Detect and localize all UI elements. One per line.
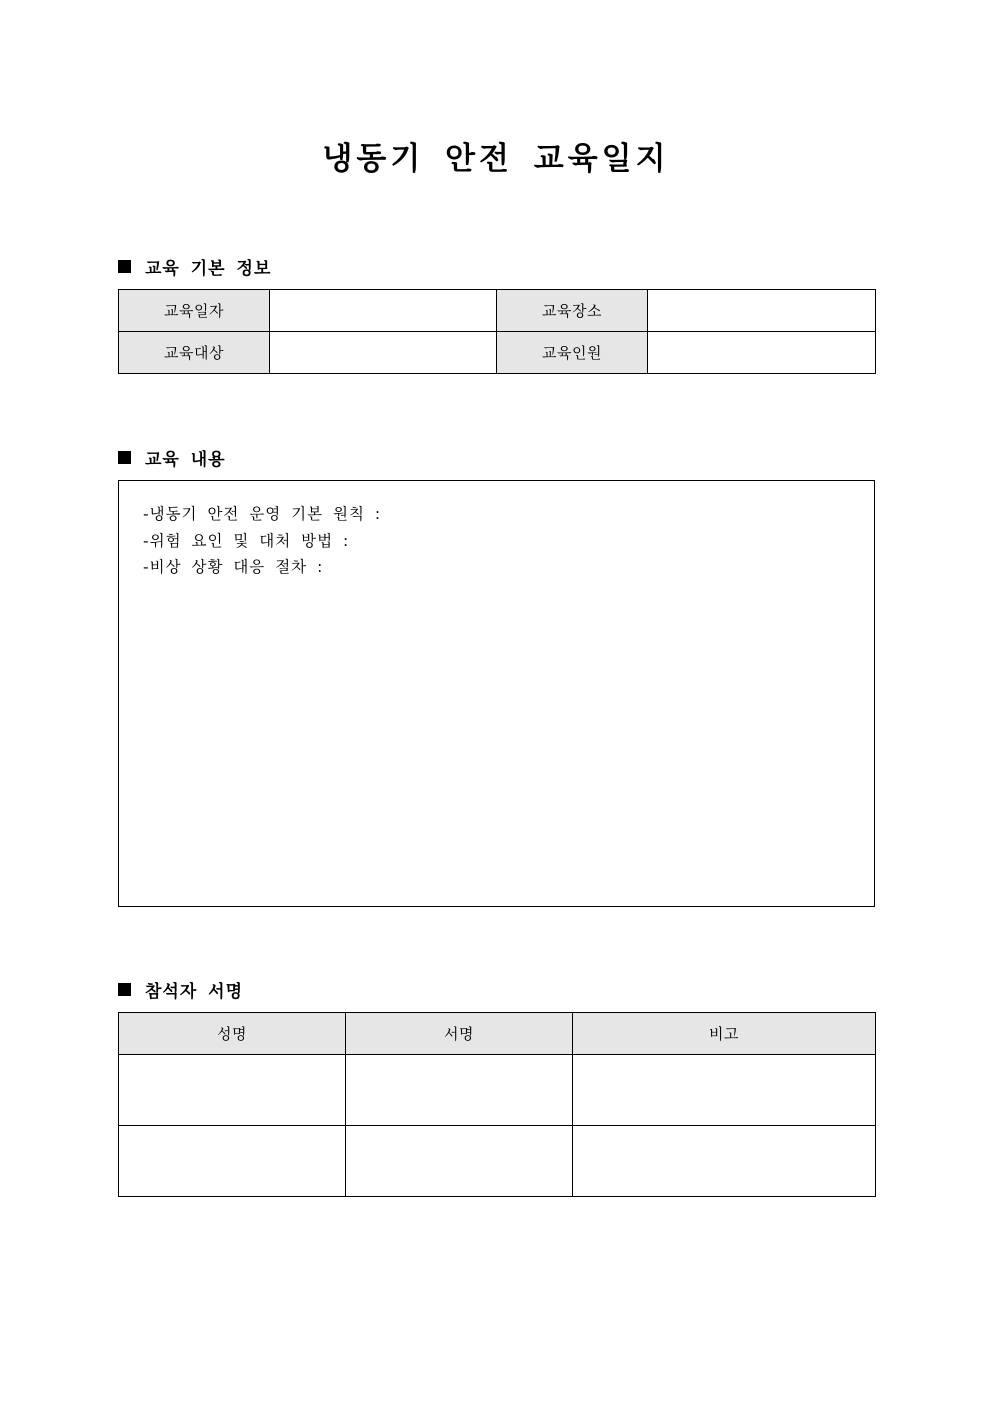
education-target-field[interactable] bbox=[270, 332, 497, 374]
attendee-remarks-cell[interactable] bbox=[573, 1126, 876, 1197]
attendee-signature-cell[interactable] bbox=[346, 1055, 573, 1126]
attendee-name-cell[interactable] bbox=[119, 1126, 346, 1197]
education-content-box[interactable] bbox=[118, 480, 875, 907]
column-header-signature: 서명 bbox=[346, 1013, 573, 1055]
section-heading-basic-info bbox=[118, 254, 271, 279]
attendee-remarks-cell[interactable] bbox=[573, 1055, 876, 1126]
label-education-place: 교육장소 bbox=[497, 290, 648, 332]
section-heading-label: 교육 내용 bbox=[145, 450, 226, 470]
education-date-field[interactable] bbox=[270, 290, 497, 332]
content-line-emergency: -비상 상황 대응 절차 : bbox=[143, 558, 324, 576]
attendee-signature-cell[interactable] bbox=[346, 1126, 573, 1197]
section-heading-label: 참석자 서명 bbox=[145, 982, 244, 1002]
section-heading-signatures bbox=[118, 977, 243, 1002]
education-headcount-field[interactable] bbox=[648, 332, 876, 374]
table-row bbox=[119, 1055, 876, 1126]
table-row bbox=[119, 1126, 876, 1197]
section-heading-content bbox=[118, 445, 226, 470]
section-heading-label: 교육 기본 정보 bbox=[145, 259, 272, 279]
label-education-headcount: 교육인원 bbox=[497, 332, 648, 374]
square-bullet-icon bbox=[118, 260, 131, 273]
basic-info-table bbox=[118, 289, 876, 374]
square-bullet-icon bbox=[118, 983, 131, 996]
table-row bbox=[119, 332, 876, 374]
label-education-target: 교육대상 bbox=[119, 332, 270, 374]
column-header-remarks: 비고 bbox=[573, 1013, 876, 1055]
label-education-date: 교육일자 bbox=[119, 290, 270, 332]
table-row bbox=[119, 290, 876, 332]
attendee-signature-table bbox=[118, 1012, 876, 1197]
page-title: 냉동기 안전 교육일지 bbox=[322, 141, 670, 177]
education-place-field[interactable] bbox=[648, 290, 876, 332]
column-header-name: 성명 bbox=[119, 1013, 346, 1055]
content-line-principles: -냉동기 안전 운영 기본 원칙 : bbox=[143, 505, 382, 523]
attendee-name-cell[interactable] bbox=[119, 1055, 346, 1126]
table-header-row bbox=[119, 1013, 876, 1055]
square-bullet-icon bbox=[118, 451, 131, 464]
content-line-risks: -위험 요인 및 대처 방법 : bbox=[143, 532, 350, 550]
